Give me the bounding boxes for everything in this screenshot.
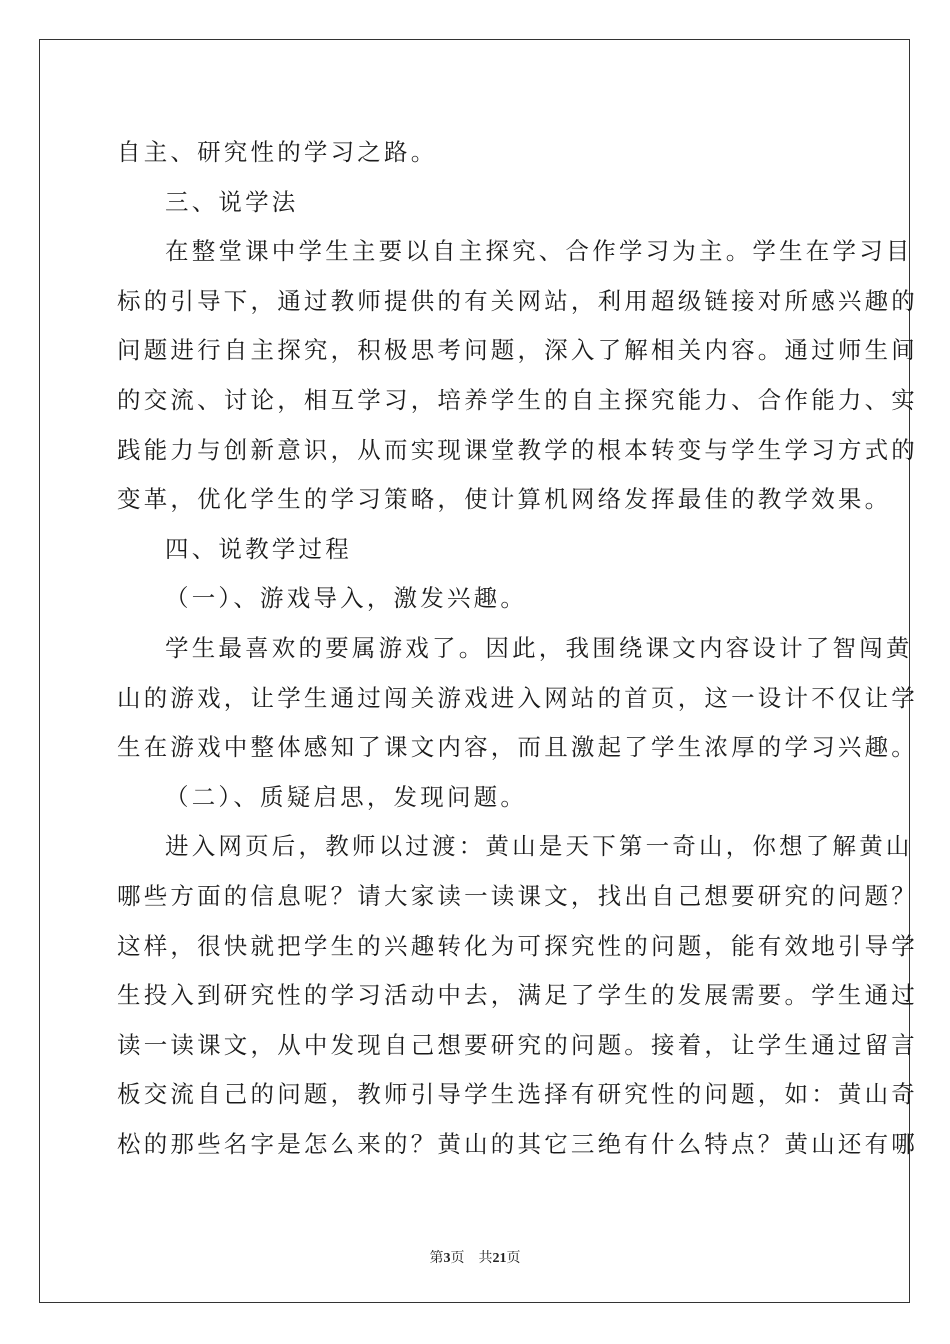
text-line: 学生最喜欢的要属游戏了。因此，我围绕课文内容设计了智闯黄 (165, 633, 913, 662)
page-suffix: 页 (450, 1251, 465, 1266)
total-pages: 21 (492, 1251, 507, 1266)
total-prefix: 共 (478, 1251, 493, 1266)
text-line: 四、说教学过程 (165, 534, 352, 563)
text-line: 践能力与创新意识，从而实现课堂教学的根本转变与学生学习方式的 (117, 435, 918, 464)
text-line: 变革，优化学生的学习策略，使计算机网络发挥最佳的教学效果。 (117, 485, 892, 514)
page-prefix: 第 (429, 1251, 444, 1266)
text-line: 松的那些名字是怎么来的？黄山的其它三绝有什么特点？黄山还有哪 (117, 1129, 918, 1158)
text-line: （一）、游戏导入，激发兴趣。 (165, 584, 528, 613)
text-line: 山的游戏，让学生通过闯关游戏进入网站的首页，这一设计不仅让学 (117, 683, 918, 712)
text-line: 在整堂课中学生主要以自主探究、合作学习为主。学生在学习目 (165, 237, 913, 266)
text-line: 三、说学法 (165, 187, 299, 216)
text-line: 的交流、讨论，相互学习，培养学生的自主探究能力、合作能力、实 (117, 385, 918, 414)
text-line: 标的引导下，通过教师提供的有关网站，利用超级链接对所感兴趣的 (117, 286, 918, 315)
document-body (117, 128, 918, 1169)
text-line: （二）、质疑启思，发现问题。 (165, 782, 528, 811)
text-line: 问题进行自主探究，积极思考问题，深入了解相关内容。通过师生间 (117, 336, 918, 365)
text-line: 生投入到研究性的学习活动中去，满足了学生的发展需要。学生通过 (117, 981, 918, 1010)
text-line: 哪些方面的信息呢？请大家读一读课文，找出自己想要研究的问题？ (117, 881, 918, 910)
page-footer (0, 1247, 950, 1267)
text-line: 自主、研究性的学习之路。 (117, 138, 438, 166)
text-line: 进入网页后，教师以过渡：黄山是天下第一奇山，你想了解黄山 (165, 832, 913, 861)
text-line: 这样，很快就把学生的兴趣转化为可探究性的问题，能有效地引导学 (117, 931, 918, 960)
text-line: 板交流自己的问题，教师引导学生选择有研究性的问题，如：黄山奇 (117, 1080, 918, 1109)
total-suffix: 页 (506, 1251, 521, 1266)
text-line: 读一读课文，从中发现自己想要研究的问题。接着，让学生通过留言 (117, 1030, 918, 1059)
page-number: 3 (443, 1251, 451, 1266)
text-line: 生在游戏中整体感知了课文内容，而且激起了学生浓厚的学习兴趣。 (117, 733, 918, 762)
